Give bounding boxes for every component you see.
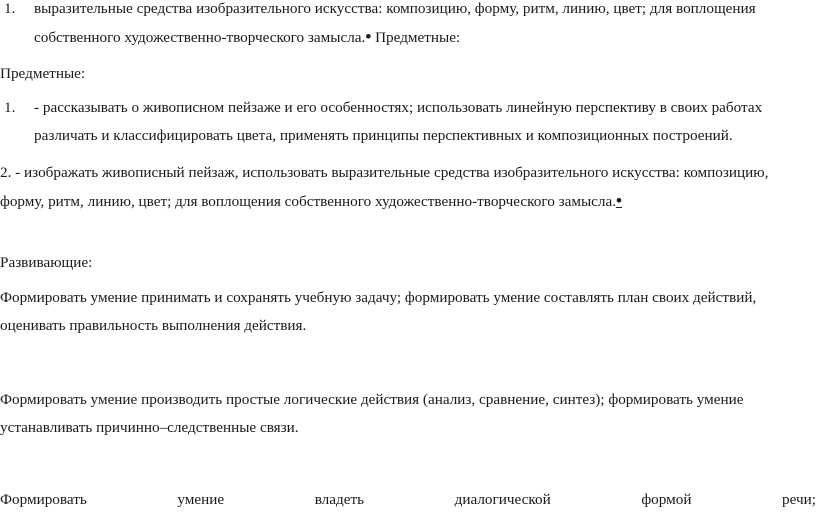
heading-developing: Развивающие: [0,254,93,271]
list1-item1-line1: выразительные средства изобразительного искусства: композицию, форму, ритм, линию, цвет; для воплощения [34,0,756,17]
paragraph1-line2: оценивать правильность выполнения действия. [0,317,307,334]
list1-item1-number: 1. [4,0,16,17]
paragraph3-word: умение [177,491,225,508]
bullet-icon: • [365,27,372,46]
list2-item2-line2 [0,191,622,212]
paragraph3-word: диалогической [454,491,551,508]
paragraph3-word: владеть [314,491,365,508]
paragraph3-line1 [0,490,816,510]
list1-item1-line2-text: собственного художественно-творческого замысла. [34,29,366,46]
paragraph1-line1: Формировать умение принимать и сохранять учебную задачу; формировать умение составлять план своих действий, [0,289,757,306]
list2-item1-line2: различать и классифицировать цвета, применять принципы перспективных и композиционных построений. [34,127,733,144]
list1-item1-line2 [34,27,460,48]
bullet-icon: • [616,191,622,210]
paragraph3-word: формой [641,491,692,508]
list2-item1-line1: - рассказывать о живописном пейзаже и его особенностях; использовать линейную перспективу в своих работах [34,99,763,116]
list2-item2-line1: 2. - изображать живописный пейзаж, использовать выразительные средства изобразительного искусства: композицию, [0,164,769,181]
list1-item1-tail: Предметные: [371,29,461,46]
paragraph2-line2: устанавливать причинно–следственные связи. [0,419,299,436]
heading-subject: Предметные: [0,65,86,82]
list2-item2-line2-text: форму, ритм, линию, цвет; для воплощения собственного художественно-творческого замысла. [0,193,617,210]
paragraph3-word: речи; [782,491,816,508]
list2-item1-number: 1. [4,99,16,116]
paragraph2-line1: Формировать умение производить простые логические действия (анализ, сравнение, синтез); формировать умение [0,391,744,408]
paragraph3-word: Формировать [0,491,87,508]
